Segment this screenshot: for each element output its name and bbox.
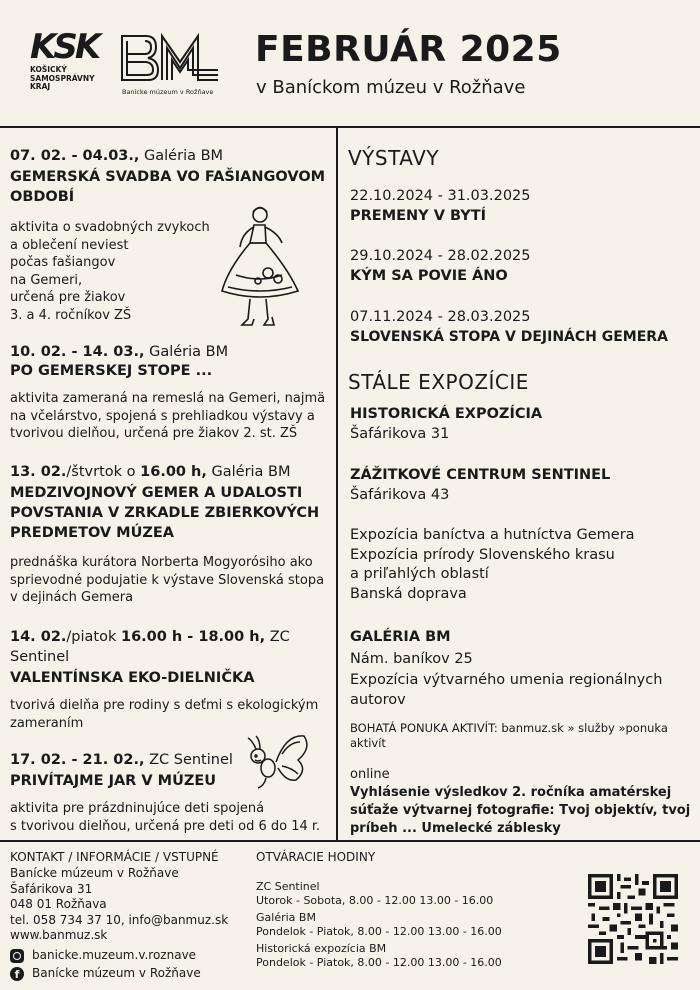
- instagram-handle: banicke.muzeum.v.roznave: [32, 948, 197, 962]
- exhibition-title: KÝM SA POVIE ÁNO: [350, 268, 508, 284]
- bm-logo-mark: [118, 32, 222, 84]
- folk-dancer-illustration: [218, 203, 302, 331]
- hours-entry: Galéria BM Pondelok - Piatok, 8.00 - 12.00 13.00 - 16.00: [256, 911, 502, 938]
- hours-entry: ZC Sentinel Utorok - Sobota, 8.00 - 12.00 13.00 - 16.00: [256, 880, 494, 907]
- event-title: GEMERSKÁ SVADBA VO FAŠIANGOVOM: [10, 169, 326, 185]
- column-divider: [336, 128, 338, 840]
- event-title: PREDMETOV MÚZEA: [10, 525, 175, 541]
- expozicia-list: Expozícia výtvarného umenia regionálnych autorov: [350, 672, 663, 708]
- exhibition-dates: 07.11.2024 - 28.03.2025: [350, 309, 531, 325]
- expozicia-address: Nám. baníkov 25: [350, 651, 473, 667]
- hours-entry: Historická expozícia BM Pondelok - Piatok, 8.00 - 12.00 13.00 - 16.00: [256, 942, 502, 969]
- contact-heading: KONTAKT / INFORMÁCIE / VSTUPNÉ: [10, 850, 219, 864]
- online-label: online: [350, 767, 390, 782]
- expozicia-list: Expozícia baníctva a hutníctva Gemera Expozícia prírody Slovenského krasu a priľahlých oblastí Banská doprava: [350, 527, 635, 602]
- event-place: ZC Sentinel: [144, 752, 233, 768]
- qr-code[interactable]: [588, 874, 678, 964]
- event-place: Sentinel: [10, 649, 70, 665]
- event-place: Galéria BM: [139, 148, 224, 164]
- event-date: 07. 02. - 04.03.,: [10, 148, 140, 164]
- event-time: 16.00 h,: [140, 464, 207, 480]
- expozicia-title: GALÉRIA BM: [350, 629, 451, 645]
- event-date: 17. 02. - 21. 02.,: [10, 752, 145, 768]
- instagram-icon: [10, 949, 24, 963]
- exhibition-dates: 22.10.2024 - 31.03.2025: [350, 188, 531, 204]
- activities-offer: BOHATÁ PONUKA AKTIVÍT: banmuz.sk » služby »ponuka aktivít: [350, 721, 668, 750]
- facebook-page: Banícke múzeum v Rožňave: [32, 966, 201, 980]
- exhibition-title: SLOVENSKÁ STOPA V DEJINÁCH GEMERA: [350, 329, 668, 345]
- event-date: 14. 02.: [10, 629, 67, 645]
- event-title: VALENTÍNSKA EKO-DIELNIČKA: [10, 670, 255, 686]
- event-title: PO GEMERSKEJ STOPE ...: [10, 363, 213, 379]
- exhibition-dates: 29.10.2024 - 28.02.2025: [350, 248, 531, 264]
- facebook-icon: f: [10, 967, 24, 981]
- expozicia-title: ZÁŽITKOVÉ CENTRUM SENTINEL: [350, 467, 611, 483]
- expozicie-heading: STÁLE EXPOZÍCIE: [348, 370, 529, 394]
- event-date: 13. 02.: [10, 464, 67, 480]
- page-title: FEBRUÁR 2025: [255, 29, 562, 70]
- event-desc: aktivita zameraná na remeslá na Gemeri, najmä na včelárstvo, spojená s prehliadkou výstavy a tvorivou dielňou, určená pre žiakov 2. st. ZŠ: [10, 391, 326, 441]
- expozicia-address: Šafárikova 31: [350, 426, 450, 442]
- footer-divider: [0, 840, 700, 842]
- expozicia-title: HISTORICKÁ EXPOZÍCIA: [350, 406, 543, 422]
- event-title: MEDZIVOJNOVÝ GEMER A UDALOSTI: [10, 485, 303, 501]
- event-date: 10. 02. - 14. 03.,: [10, 344, 145, 360]
- event-time: 16.00 h - 18.00 h,: [121, 629, 266, 645]
- instagram-row[interactable]: [10, 948, 196, 964]
- event-desc: aktivita o svadobných zvykoch a oblečení neviest počas fašiangov na Gemeri, určená pre žiakov 3. a 4. ročníkov ZŠ: [10, 220, 210, 323]
- event-place: Galéria BM: [206, 464, 291, 480]
- ksk-logo: KSK KOŠICKÝ SAMOSPRÁVNY KRAJ: [30, 30, 110, 100]
- event-place: ZC: [265, 629, 290, 645]
- event-desc: tvorivá dielňa pre rodiny s deťmi s ekologickým zameraním: [10, 698, 319, 731]
- event-desc: prednáška kurátora Norberta Mogyorósiho ako sprievodné podujatie k výstave Slovenská stopa v dejinách Gemera: [10, 555, 325, 605]
- hours-heading: OTVÁRACIE HODINY: [256, 850, 376, 864]
- page-subtitle: v Baníckom múzeu v Rožňave: [256, 77, 526, 98]
- butterfly-illustration: [246, 732, 312, 792]
- exhibition-title: PREMENY V BYTÍ: [350, 208, 487, 224]
- online-text: Vyhlásenie výsledkov 2. ročníka amatérskej súťaže výtvarnej fotografie: Tvoj objektív, tvoj príbeh ... Umelecké záblesky: [350, 785, 691, 836]
- bm-logo: [118, 32, 222, 94]
- event-desc: aktivita pre prázdninujúce deti spojená s tvorivou dielňou, určená pre deti od 6 do 14 r.: [10, 801, 321, 834]
- event-title: PRIVÍTAJME JAR V MÚZEU: [10, 773, 217, 789]
- contact-lines: Banícke múzeum v Rožňave Šafárikova 31 048 01 Rožňava tel. 058 734 37 10, info@banmuz.sk www.banmuz.sk: [10, 866, 229, 942]
- event-title: OBDOBÍ: [10, 189, 75, 205]
- event-place: Galéria BM: [144, 344, 229, 360]
- facebook-row[interactable]: [10, 966, 201, 982]
- header-divider: [0, 126, 700, 128]
- bm-logo-caption: Banícke múzeum v Rožňave: [122, 88, 214, 96]
- event-title: POVSTANIA V ZRKADLE ZBIERKOVÝCH: [10, 505, 320, 521]
- expozicia-address: Šafárikova 43: [350, 487, 450, 503]
- ksk-logo-mark: KSK: [30, 27, 99, 67]
- vystavy-heading: VÝSTAVY: [348, 146, 440, 170]
